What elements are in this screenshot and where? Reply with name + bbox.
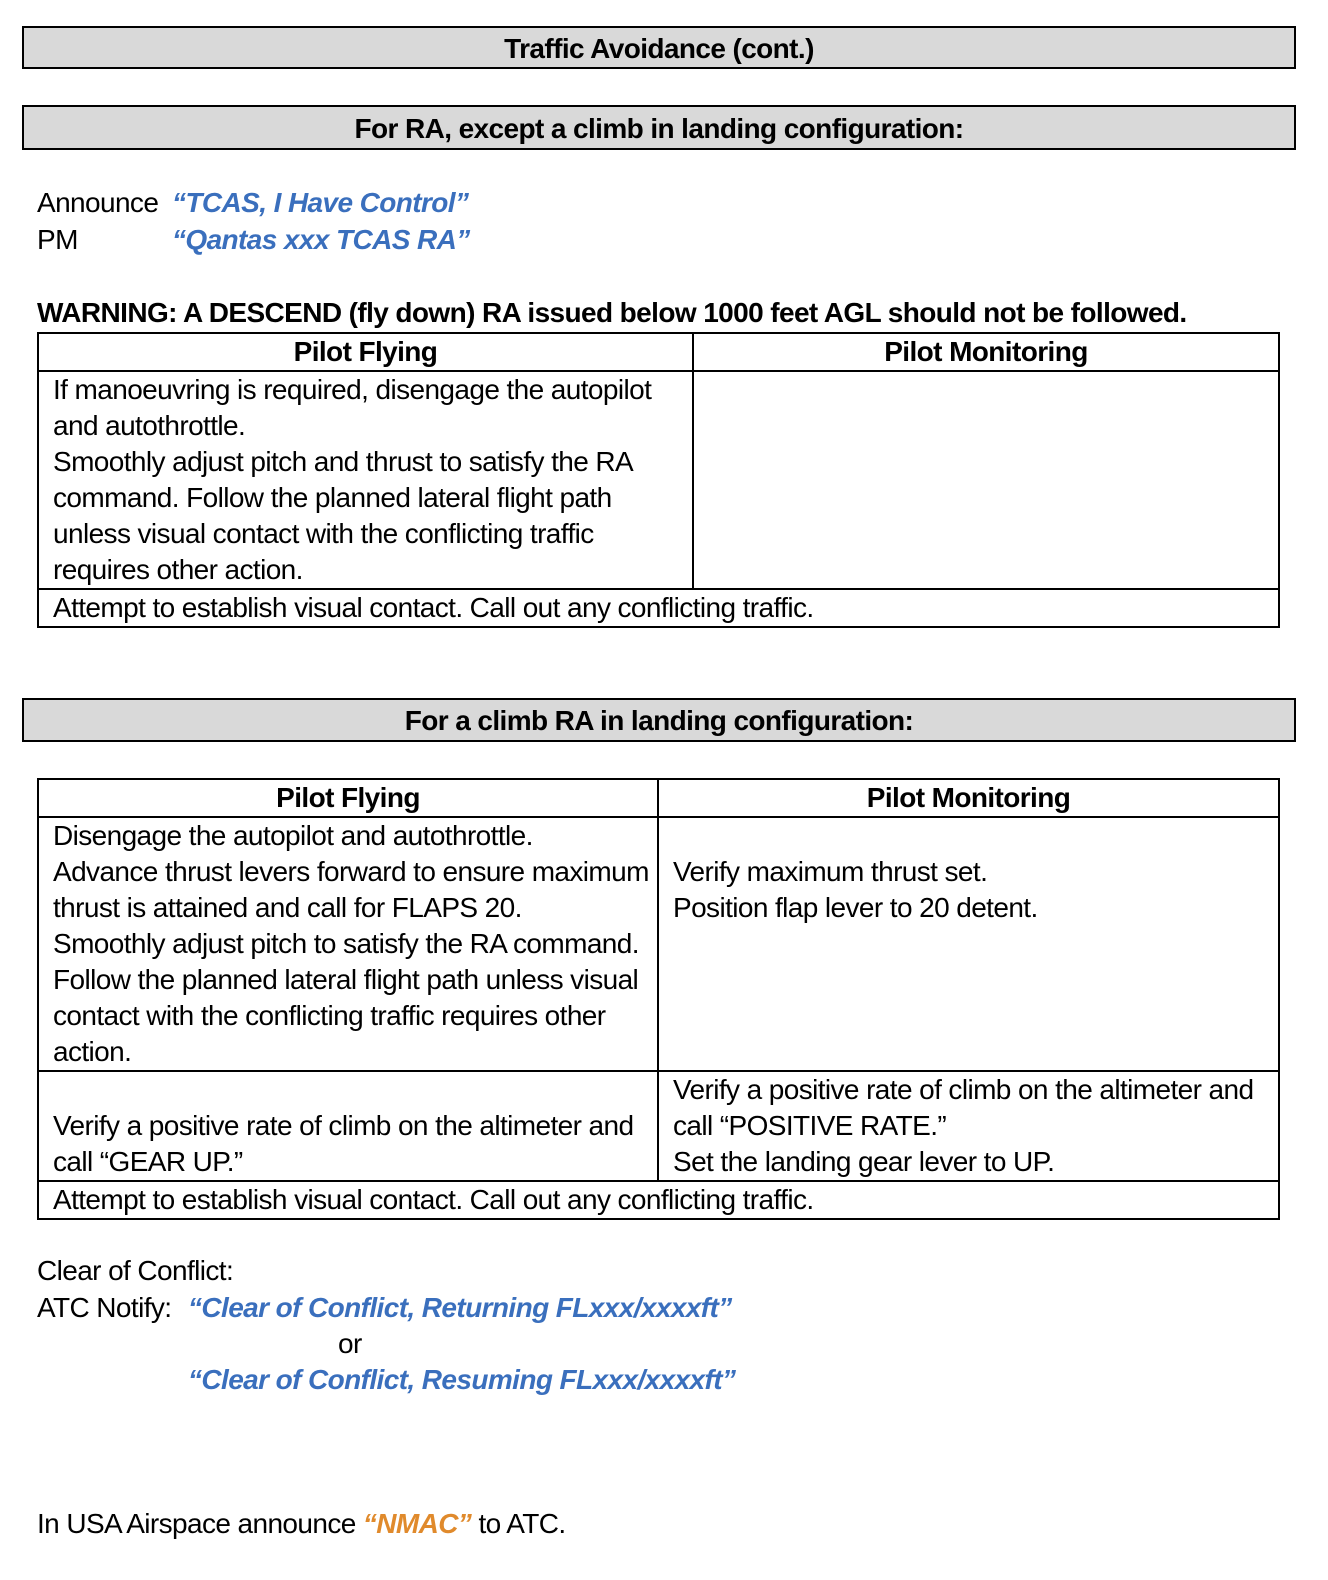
table2-pf-line: Follow the planned lateral flight path unless visual [53,964,639,995]
table2-header-pm: Pilot Monitoring [658,779,1279,817]
usa-suffix: to ATC. [471,1508,566,1539]
table2-row1-pf-cell [38,817,658,1071]
atc-notify-label: ATC Notify: [37,1292,172,1323]
table2-pm-line: call “POSITIVE RATE.” [673,1110,947,1141]
header-title: Traffic Avoidance (cont.) [22,26,1296,69]
table2-pf-line: Smoothly adjust pitch to satisfy the RA command. [53,928,639,959]
table1-pf-line: unless visual contact with the conflicting traffic [53,518,594,549]
table2-row1-pm-cell [658,817,1279,1071]
usa-prefix: In USA Airspace announce [37,1508,363,1539]
table2-row2-pf-cell [38,1071,658,1181]
table1-pf-line: Smoothly adjust pitch and thrust to satisfy the RA [53,446,634,477]
section2-title: For a climb RA in landing configuration: [22,698,1296,742]
table2-header-pf: Pilot Flying [38,779,658,817]
atc-quote-resuming: “Clear of Conflict, Resuming FLxxx/xxxxft” [188,1364,736,1395]
table2-pf-line: Verify a positive rate of climb on the altimeter and [53,1110,634,1141]
table2-pf-line: call “GEAR UP.” [53,1146,243,1177]
climb-ra-table [37,778,1280,1220]
table1-header-pm: Pilot Monitoring [693,333,1279,371]
table1-pf-cell [38,371,693,589]
nmac-quote: “NMAC” [362,1508,472,1539]
table2-pf-line: Disengage the autopilot and autothrottle. [53,820,533,851]
table1-pf-line: requires other action. [53,554,303,585]
ra-table [37,332,1280,628]
table1-pf-line: command. Follow the planned lateral flight path [53,482,612,513]
table1-pf-line: If manoeuvring is required, disengage the autopilot [53,374,652,405]
usa-airspace-line [37,1508,566,1540]
warning-text: WARNING: A DESCEND (fly down) RA issued below 1000 feet AGL should not be followed. [37,297,1187,328]
atc-quote-returning: “Clear of Conflict, Returning FLxxx/xxxxft” [188,1292,732,1323]
table2-pm-line: Position flap lever to 20 detent. [673,892,1038,923]
table2-pf-line: thrust is attained and call for FLAPS 20. [53,892,522,923]
table1-header-pf: Pilot Flying [38,333,693,371]
table1-pf-line: and autothrottle. [53,410,246,441]
pm-quote: “Qantas xxx TCAS RA” [172,224,470,255]
table2-pm-line: Verify maximum thrust set. [673,856,988,887]
table2-pf-line: Advance thrust levers forward to ensure maximum [53,856,649,887]
announce-label: Announce [37,187,159,218]
table2-row2-pm-cell [658,1071,1279,1181]
pm-label: PM [37,224,78,255]
or-text: or [338,1328,362,1359]
table2-pm-line: Set the landing gear lever to UP. [673,1146,1055,1177]
table2-pf-line: contact with the conflicting traffic requires other [53,1000,606,1031]
announce-quote: “TCAS, I Have Control” [172,187,469,218]
table2-pm-line: Verify a positive rate of climb on the altimeter and [673,1074,1254,1105]
table1-pm-cell [693,371,1279,589]
table2-footer: Attempt to establish visual contact. Call out any conflicting traffic. [38,1181,1279,1219]
clear-heading: Clear of Conflict: [37,1255,234,1286]
section1-title: For RA, except a climb in landing configuration: [22,105,1296,150]
table1-footer: Attempt to establish visual contact. Call out any conflicting traffic. [38,589,1279,627]
table2-pf-line: action. [53,1036,132,1067]
